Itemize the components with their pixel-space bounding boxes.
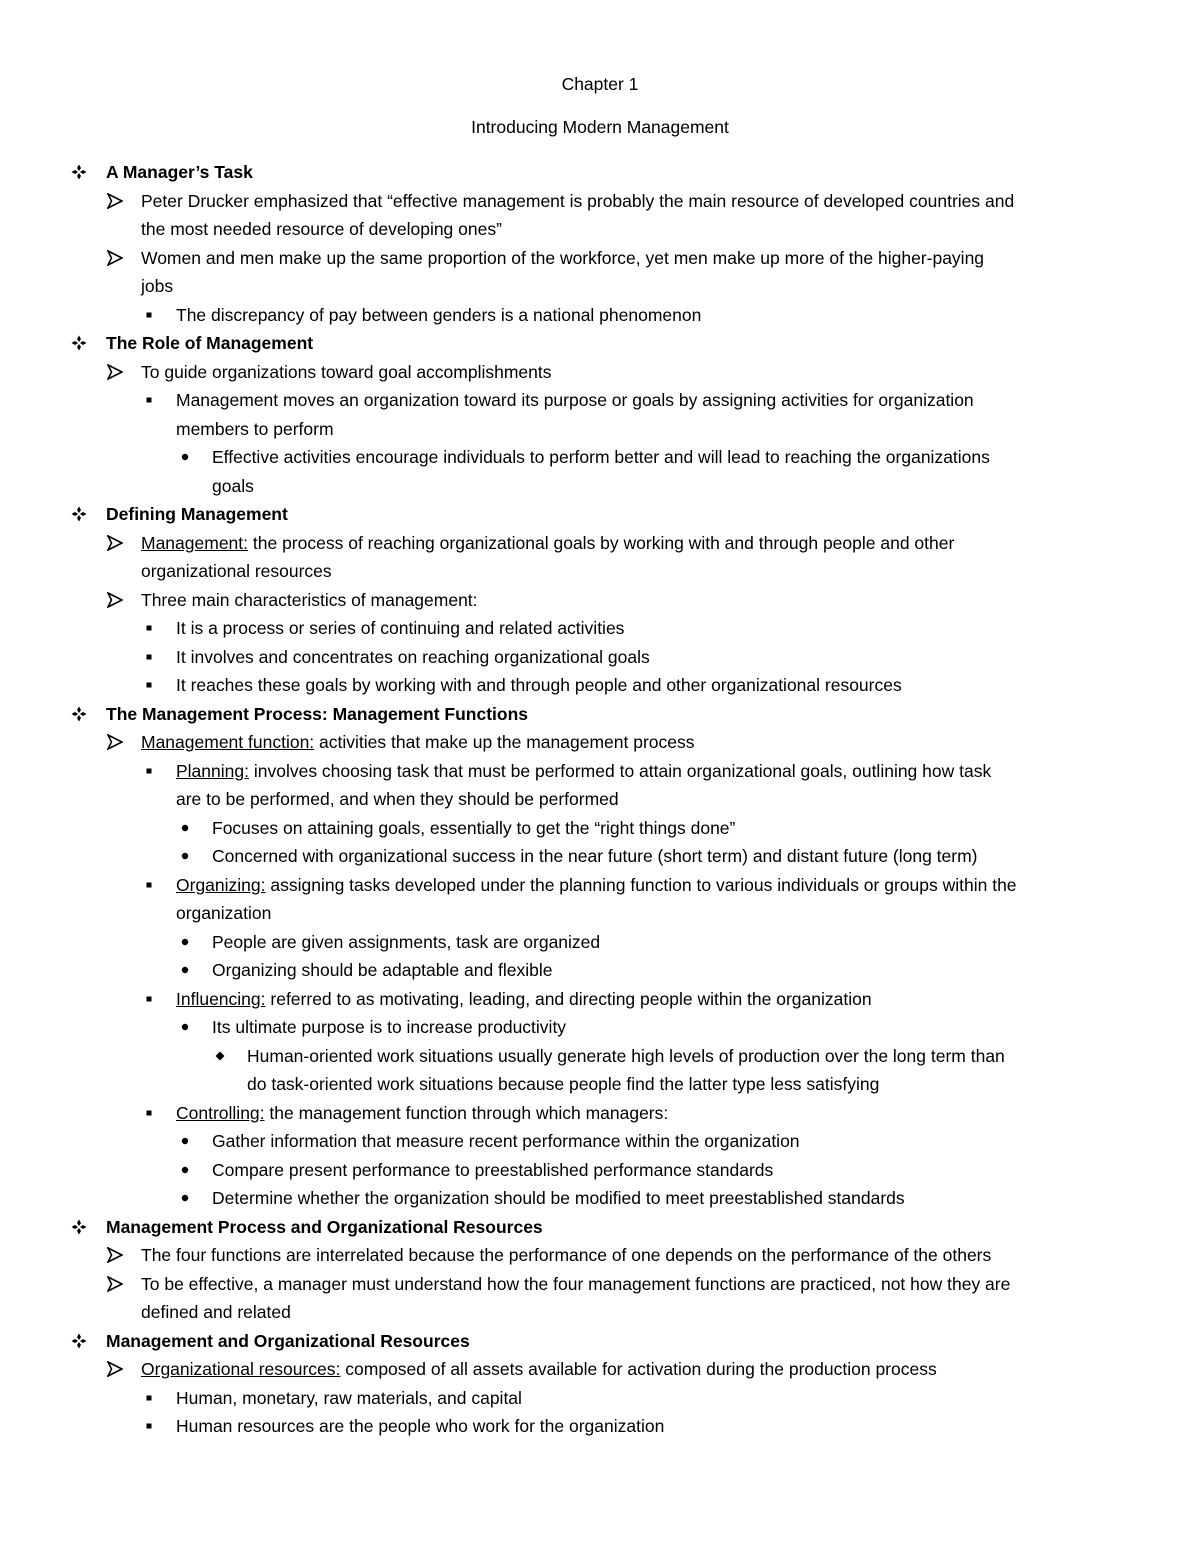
arrow-bullet-icon	[107, 535, 125, 551]
term-label: Management:	[141, 532, 249, 553]
line-text: Human-oriented work situations usually generate high levels of production over the long term than	[247, 1045, 1005, 1066]
line-text: Compare present performance to preestablished performance standards	[212, 1159, 774, 1180]
square-bullet-icon	[141, 1105, 159, 1121]
item-text	[176, 1412, 664, 1441]
item-text	[212, 814, 735, 843]
square-bullet-icon	[141, 677, 159, 693]
item-text	[106, 700, 528, 729]
diamond4-bullet-icon	[71, 1333, 89, 1349]
dot-bullet-icon	[177, 1133, 195, 1149]
item-text	[141, 1270, 1010, 1327]
line-text: organizational resources	[141, 561, 332, 581]
item-text	[106, 329, 313, 358]
line-text: defined and related	[141, 1302, 291, 1322]
diamond-bullet-icon	[212, 1048, 230, 1064]
line-text: Gather information that measure recent performance within the organization	[212, 1131, 800, 1151]
line-text: Organizing should be adaptable and flexible	[212, 960, 553, 980]
item-text	[212, 1013, 566, 1042]
item-text	[176, 871, 1017, 928]
line-text: assigning tasks developed under the planning function to various individuals or groups within the	[265, 874, 1017, 895]
line-text: do task-oriented work situations because people find the latter type less satisfying	[247, 1074, 880, 1094]
item-text	[212, 956, 553, 985]
line-text: To guide organizations toward goal accomplishments	[141, 361, 552, 382]
term-label: Organizational resources:	[141, 1359, 341, 1379]
item-text	[106, 158, 253, 187]
line-text: activities that make up the management process	[314, 732, 695, 752]
diamond4-bullet-icon	[71, 1219, 89, 1235]
line-text: The four functions are interrelated because the performance of one depends on the performance of the others	[141, 1245, 992, 1265]
line-text: goals	[212, 475, 254, 496]
term-label: Management function:	[141, 732, 315, 752]
item-text	[212, 928, 600, 957]
diamond4-bullet-icon	[71, 506, 89, 522]
square-bullet-icon	[141, 991, 159, 1007]
line-text: It is a process or series of continuing and related activities	[176, 618, 625, 638]
item-text	[141, 358, 552, 387]
arrow-bullet-icon	[107, 734, 125, 750]
item-text	[176, 1384, 522, 1413]
line-text: Peter Drucker emphasized that “effective management is probably the main resource of developed countries and	[141, 190, 1015, 211]
item-text	[212, 842, 978, 871]
item-text	[176, 614, 624, 643]
line-text: involves choosing task that must be performed to attain organizational goals, outlining how task	[248, 760, 992, 781]
item-text	[141, 529, 954, 586]
line-text: Human resources are the people who work for the organization	[176, 1416, 665, 1436]
dot-bullet-icon	[177, 962, 195, 978]
line-text: Human, monetary, raw materials, and capital	[176, 1387, 522, 1408]
item-text	[176, 1099, 668, 1128]
item-text	[176, 386, 974, 443]
item-text	[212, 443, 990, 500]
line-text: Its ultimate purpose is to increase productivity	[212, 1017, 567, 1037]
arrow-bullet-icon	[107, 1247, 125, 1263]
line-text: People are given assignments, task are organized	[212, 931, 601, 952]
line-text: Three main characteristics of management:	[141, 589, 478, 610]
item-text	[106, 500, 288, 529]
square-bullet-icon	[141, 1418, 159, 1434]
item-text	[141, 1355, 937, 1384]
diamond4-bullet-icon	[71, 706, 89, 722]
square-bullet-icon	[141, 877, 159, 893]
item-text	[141, 244, 984, 301]
line-text: The Management Process: Management Functions	[106, 703, 529, 724]
item-text	[212, 1127, 800, 1156]
term-label: Planning:	[176, 760, 249, 781]
item-text	[212, 1184, 905, 1213]
dot-bullet-icon	[177, 1190, 195, 1206]
line-text: A Manager’s Task	[106, 162, 253, 182]
arrow-bullet-icon	[107, 1361, 125, 1377]
square-bullet-icon	[141, 1390, 159, 1406]
term-label: Organizing:	[176, 874, 266, 895]
line-text: members to perform	[176, 418, 334, 439]
diamond4-bullet-icon	[71, 335, 89, 351]
item-text	[141, 728, 695, 757]
line-text: composed of all assets available for activation during the production process	[340, 1359, 937, 1379]
term-label: Influencing:	[176, 988, 266, 1009]
item-text	[212, 1156, 773, 1185]
item-text	[141, 586, 478, 615]
line-text: Management and Organizational Resources	[106, 1330, 470, 1351]
square-bullet-icon	[141, 392, 159, 408]
item-text	[176, 671, 902, 700]
square-bullet-icon	[141, 763, 159, 779]
dot-bullet-icon	[177, 848, 195, 864]
line-text: jobs	[141, 276, 174, 296]
line-text: It reaches these goals by working with and through people and other organizational resources	[176, 675, 902, 695]
line-text: The Role of Management	[106, 333, 314, 353]
line-text: Focuses on attaining goals, essentially to get the “right things done”	[212, 817, 736, 838]
line-text: The discrepancy of pay between genders is a national phenomenon	[176, 304, 702, 325]
arrow-bullet-icon	[107, 364, 125, 380]
line-text: It involves and concentrates on reaching organizational goals	[176, 646, 650, 667]
item-text	[176, 301, 701, 330]
line-text: Concerned with organizational success in the near future (short term) and distant future (long term)	[212, 846, 978, 866]
line-text: organization	[176, 903, 272, 923]
line-text: Defining Management	[106, 504, 288, 524]
diamond4-bullet-icon	[71, 164, 89, 180]
line-text: To be effective, a manager must understand how the four management functions are practiced, not how they are	[141, 1273, 1011, 1294]
arrow-bullet-icon	[107, 250, 125, 266]
line-text: Effective activities encourage individuals to perform better and will lead to reaching the organizations	[212, 447, 990, 467]
item-text	[176, 643, 650, 672]
line-text: are to be performed, and when they should be performed	[176, 789, 619, 809]
dot-bullet-icon	[177, 1162, 195, 1178]
chapter-subtitle: Introducing Modern Management	[471, 117, 729, 137]
item-text	[247, 1042, 1005, 1099]
item-text	[141, 1241, 991, 1270]
item-text	[106, 1213, 543, 1242]
arrow-bullet-icon	[107, 592, 125, 608]
dot-bullet-icon	[177, 449, 195, 465]
arrow-bullet-icon	[107, 1276, 125, 1292]
dot-bullet-icon	[177, 1019, 195, 1035]
line-text: the process of reaching organizational goals by working with and through people and other	[248, 532, 955, 553]
square-bullet-icon	[141, 307, 159, 323]
square-bullet-icon	[141, 620, 159, 636]
term-label: Controlling:	[176, 1102, 265, 1123]
dot-bullet-icon	[177, 934, 195, 950]
line-text: Determine whether the organization should be modified to meet preestablished standards	[212, 1188, 905, 1208]
arrow-bullet-icon	[107, 193, 125, 209]
line-text: the management function through which managers:	[264, 1102, 669, 1123]
item-text	[176, 985, 872, 1014]
line-text: Management moves an organization toward its purpose or goals by assigning activities for organization	[176, 390, 974, 410]
item-text	[106, 1327, 470, 1356]
chapter-title: Chapter 1	[561, 74, 639, 94]
line-text: referred to as motivating, leading, and directing people within the organization	[265, 988, 872, 1009]
dot-bullet-icon	[177, 820, 195, 836]
square-bullet-icon	[141, 649, 159, 665]
line-text: Management Process and Organizational Resources	[106, 1216, 543, 1237]
item-text	[176, 757, 991, 814]
item-text	[141, 187, 1014, 244]
line-text: the most needed resource of developing ones”	[141, 219, 502, 239]
line-text: Women and men make up the same proportion of the workforce, yet men make up more of the higher-paying	[141, 247, 985, 268]
